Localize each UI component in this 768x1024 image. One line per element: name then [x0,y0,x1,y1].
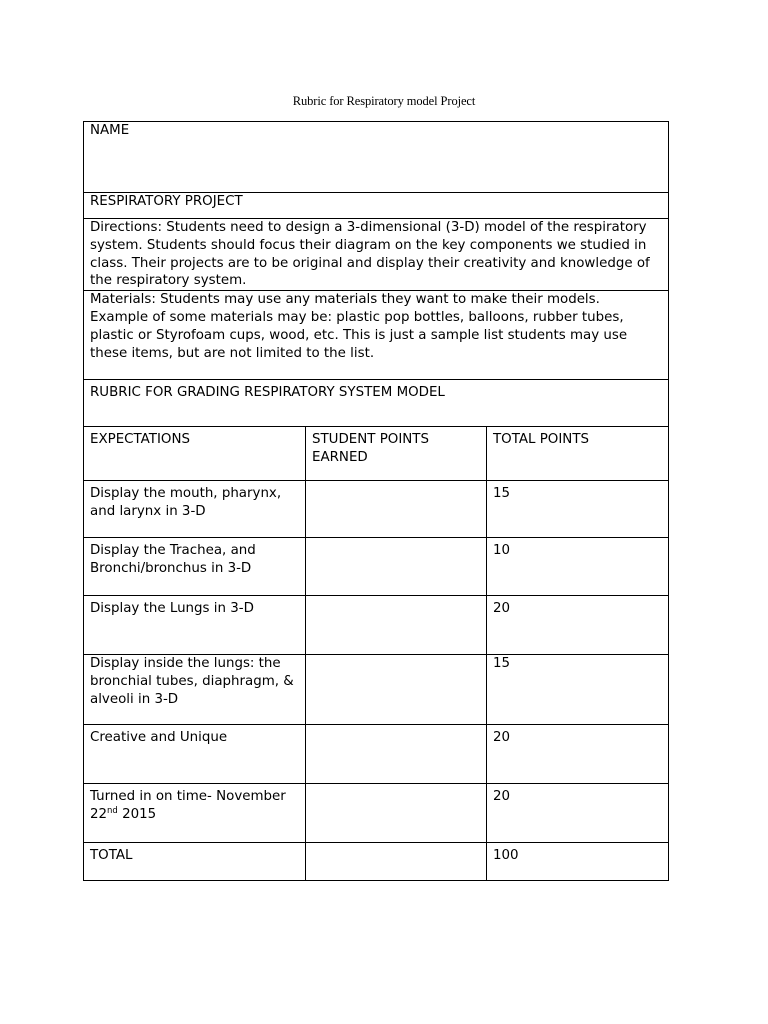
table-row [84,725,669,784]
expectation-cell [84,784,306,843]
rubric-table [83,121,669,881]
expectation-cell: Display the Trachea, and Bronchi/bronchus in 3-D [84,538,306,596]
project-label: RESPIRATORY PROJECT [84,193,669,219]
total-points-cell: 15 [487,481,669,538]
project-row [84,193,669,219]
total-points-cell: 20 [487,725,669,784]
header-expectations: EXPECTATIONS [84,427,306,481]
total-points-cell: 20 [487,784,669,843]
header-total-points: TOTAL POINTS [487,427,669,481]
directions-text: Directions: Students need to design a 3-dimensional (3-D) model of the respiratory system. Students should focus their diagram on the key components we studied in class. Their projects are to be original and display their creativity and knowledge of the respiratory system. [84,219,669,291]
total-points-cell: 20 [487,596,669,655]
materials-row [84,291,669,380]
grand-total-cell: 100 [487,843,669,881]
table-row [84,655,669,725]
total-row [84,843,669,881]
table-row [84,596,669,655]
document-title: Rubric for Respiratory model Project [292,94,476,108]
total-label: TOTAL [84,843,306,881]
student-points-cell[interactable] [306,596,487,655]
student-points-cell[interactable] [306,725,487,784]
materials-text: Materials: Students may use any materials they want to make their models. Example of some materials may be: plastic pop bottles, balloons, rubber tubes, plastic or Styrofoam cups, wood, etc. This is just a sample list students may use these items, but are not limited to the list. [84,291,669,380]
student-points-cell[interactable] [306,538,487,596]
student-points-total-cell[interactable] [306,843,487,881]
rubric-heading: RUBRIC FOR GRADING RESPIRATORY SYSTEM MODEL [84,380,669,427]
header-student-points: STUDENT POINTS EARNED [306,427,487,481]
name-row [84,122,669,193]
student-points-cell[interactable] [306,481,487,538]
expectation-text: Turned in on time- November 22 [90,789,286,822]
expectation-cell: Display the mouth, pharynx, and larynx in 3-D [84,481,306,538]
ordinal-suffix: nd [107,805,118,816]
expectation-cell: Display the Lungs in 3-D [84,596,306,655]
name-label: NAME [90,123,130,138]
expectation-cell: Display inside the lungs: the bronchial tubes, diaphragm, & alveoli in 3-D [84,655,306,725]
student-points-cell[interactable] [306,655,487,725]
expectation-cell: Creative and Unique [84,725,306,784]
name-cell [84,122,669,193]
directions-row [84,219,669,291]
table-row [84,481,669,538]
total-points-cell: 15 [487,655,669,725]
table-row [84,538,669,596]
total-points-cell: 10 [487,538,669,596]
table-row [84,784,669,843]
expectation-year: 2015 [117,806,157,822]
student-points-cell[interactable] [306,784,487,843]
rubric-heading-row [84,380,669,427]
header-row [84,427,669,481]
